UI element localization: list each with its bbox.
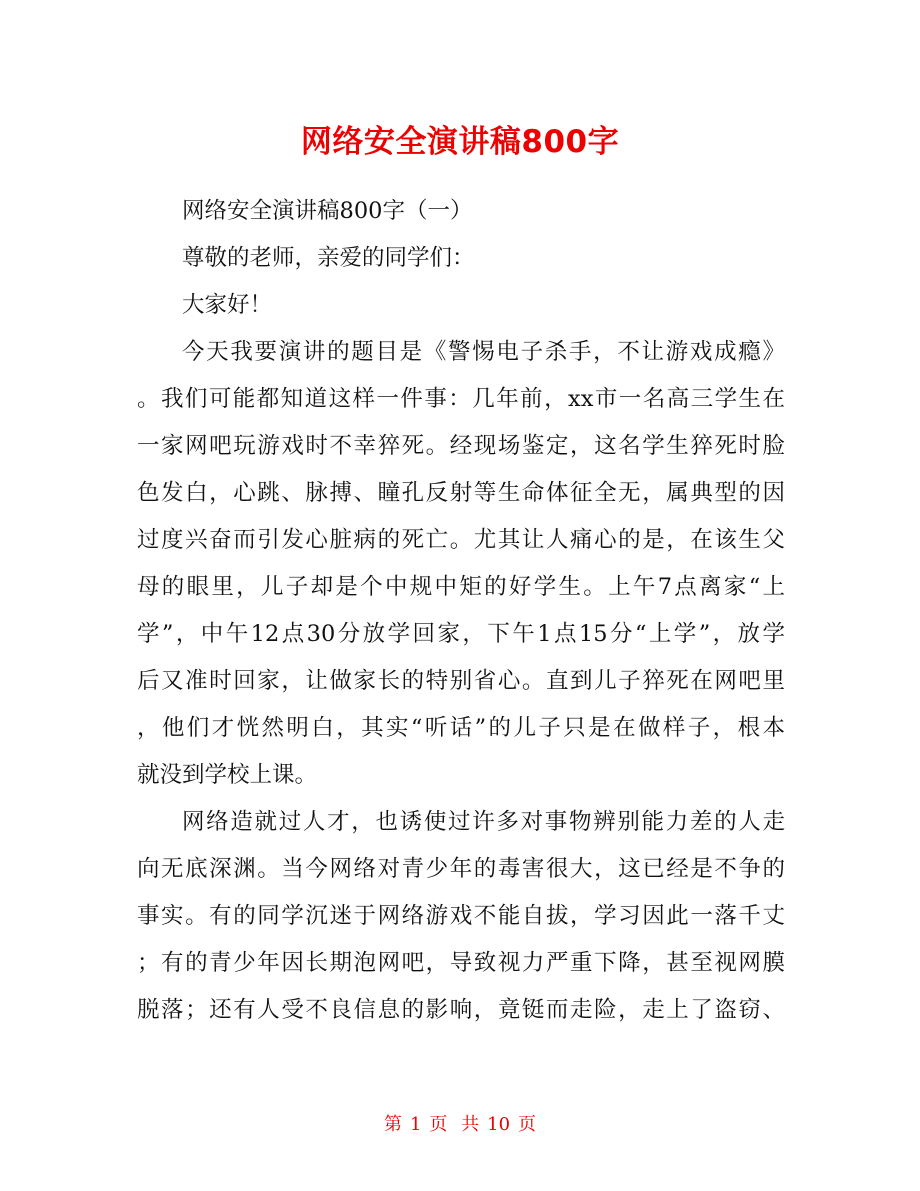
paragraph-line: 母的眼里，儿子却是个中规中矩的好学生。上午7点离家“上 [137,574,785,600]
paragraph-line: 学”，中午12点30分放学回家，下午1点15分“上学”，放学 [137,621,785,647]
paragraph-line: 脱落；还有人受不良信息的影响，竟铤而走险，走上了盗窃、 [137,997,785,1023]
greeting: 大家好！ [182,292,273,318]
paragraph-line: ，他们才恍然明白，其实“听话”的儿子只是在做样子，根本 [137,715,785,741]
current-page-number: 1 [409,1114,422,1135]
paragraph-line: 过度兴奋而引发心脏病的死亡。尤其让人痛心的是，在该生父 [137,527,785,553]
paragraph-line: 事实。有的同学沉迷于网络游戏不能自拔，学习因此一落千丈 [137,903,785,929]
paragraph-line: ；有的青少年因长期泡网吧，导致视力严重下降，甚至视网膜 [137,950,785,976]
paragraph-line: 就没到学校上课。 [137,762,318,788]
footer-suffix: 页 [518,1114,537,1135]
section-heading: 网络安全演讲稿800字（一） [182,198,473,224]
footer-mid: 页 共 [429,1114,480,1135]
total-pages-number: 10 [487,1114,511,1135]
document-title: 网络安全演讲稿800字 [300,124,620,160]
footer-prefix: 第 [383,1114,402,1135]
paragraph-line: 色发白，心跳、脉搏、瞳孔反射等生命体征全无，属典型的因 [137,480,785,506]
paragraph-line: 今天我要演讲的题目是《警惕电子杀手，不让游戏成瘾》 [182,339,785,365]
paragraph-line: 后又准时回家，让做家长的特别省心。直到儿子猝死在网吧里 [137,668,785,694]
paragraph-line: 向无底深渊。当今网络对青少年的毒害很大，这已经是不争的 [137,856,785,882]
document-body [137,188,785,1034]
paragraph-line: 网络造就过人才，也诱使过许多对事物辨别能力差的人走 [182,809,785,835]
salutation: 尊敬的老师，亲爱的同学们： [182,245,475,271]
paragraph-line: 一家网吧玩游戏时不幸猝死。经现场鉴定，这名学生猝死时脸 [137,433,785,459]
page-footer [0,1110,920,1136]
paragraph-line: 。我们可能都知道这样一件事：几年前，xx市一名高三学生在 [137,386,785,412]
